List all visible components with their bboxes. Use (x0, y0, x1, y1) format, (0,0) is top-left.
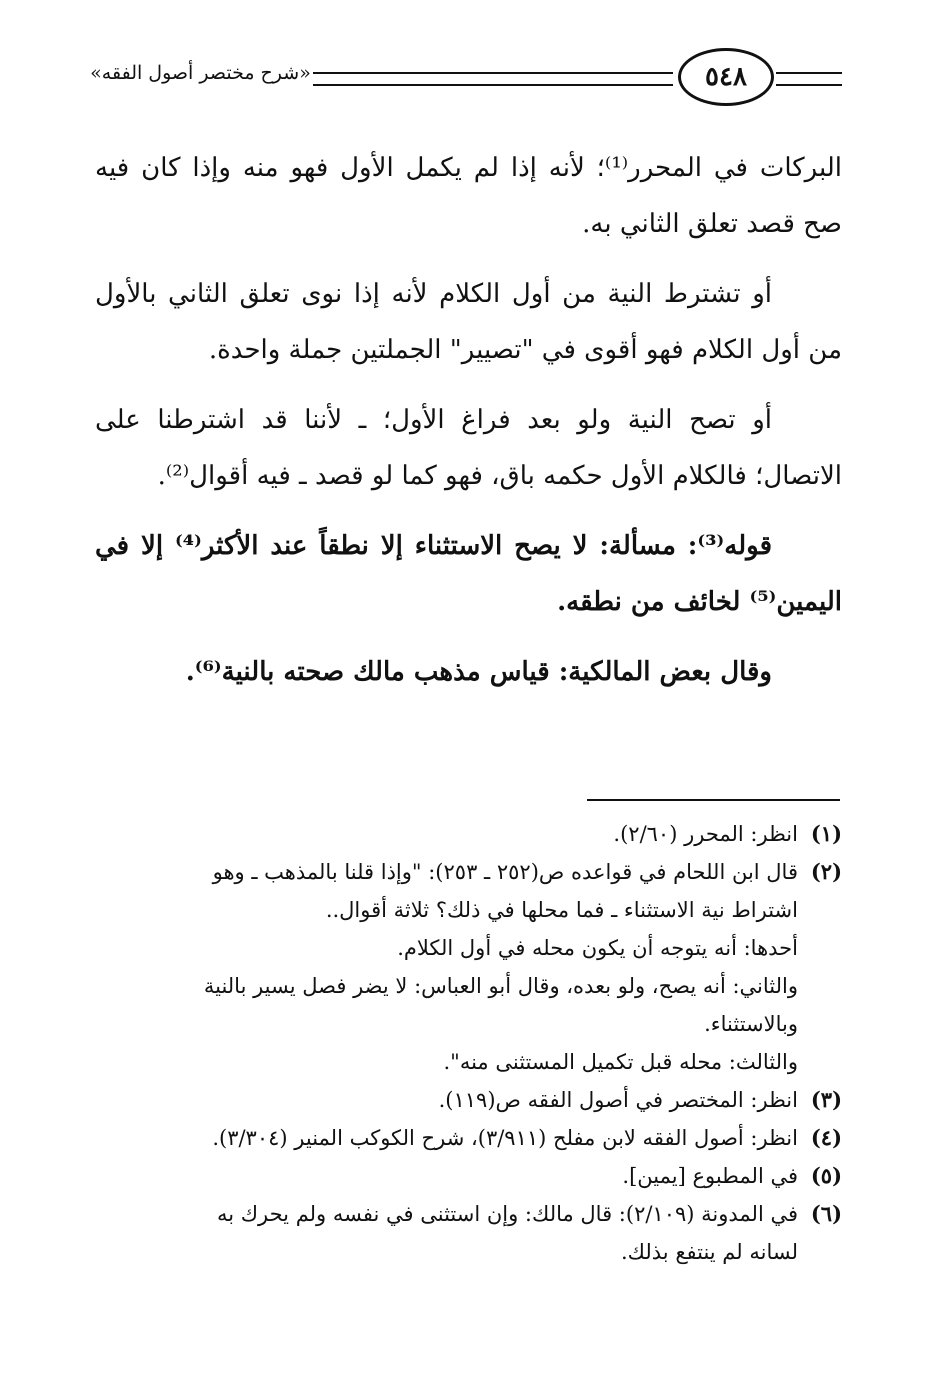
paragraph: البركات في المحرر⁽¹⁾؛ لأنه إذا لم يكمل الأول فهو منه وإذا كان فيه صح قصد تعلق الثاني به. (95, 153, 842, 239)
header-rule-left (313, 72, 673, 86)
paragraph-matn: وقال بعض المالكية: قياس مذهب مالك صحته بالنية⁽⁶⁾. (185, 657, 772, 687)
footnote (92, 853, 842, 1081)
footnote-line: والثالث: محله قبل تكميل المستثنى منه". (443, 1050, 798, 1074)
footnote-line: انظر: المحرر (٢/٦٠). (613, 822, 798, 846)
footnote (92, 1081, 842, 1119)
footnote-number: (٤) (810, 1125, 842, 1150)
page-number: ٥٤٨ (678, 48, 774, 106)
footnote-line: لسانه لم ينتفع بذلك. (621, 1240, 798, 1264)
footnote (92, 815, 842, 853)
paragraph-matn: قوله⁽³⁾: مسألة: لا يصح الاستثناء إلا نطقاً عند الأكثر⁽⁴⁾ إلا في اليمين⁽⁵⁾ لخائف من نطقه. (95, 531, 842, 617)
paragraph: أو تشترط النية من أول الكلام لأنه إذا نوى تعلق الثاني بالأول من أول الكلام فهو أقوى في "تصيير" الجملتين جملة واحدة. (95, 279, 842, 365)
paragraph: أو تصح النية ولو بعد فراغ الأول؛ ـ لأننا قد اشترطنا على الاتصال؛ فالكلام الأول حكمه باق، فهو كما لو قصد ـ فيه أقوال⁽²⁾. (95, 405, 842, 491)
footnote-line: وبالاستثناء. (704, 1012, 798, 1036)
footnote (92, 1195, 842, 1271)
footnote-number: (٥) (810, 1163, 842, 1188)
footnote-line: انظر: المختصر في أصول الفقه ص(١١٩). (438, 1088, 798, 1112)
footnote-number: (٦) (810, 1201, 842, 1226)
footnote-number: (٣) (810, 1087, 842, 1112)
page-header (88, 42, 842, 112)
footnote-line: انظر: أصول الفقه لابن مفلح (٣/٩١١)، شرح الكوكب المنير (٣/٣٠٤). (212, 1126, 798, 1150)
footnote-line: في المدونة (٢/١٠٩): قال مالك: وإن استثنى في نفسه ولم يحرك به (216, 1202, 798, 1226)
footnote-number: (٢) (810, 859, 842, 884)
footnote (92, 1119, 842, 1157)
footnote (92, 1157, 842, 1195)
footnote-line: أحدها: أنه يتوجه أن يكون محله في أول الكلام. (397, 936, 798, 960)
footnotes (92, 815, 842, 1271)
header-rule-right (776, 72, 842, 86)
running-title: «شرح مختصر أصول الفقه» (90, 62, 311, 84)
footnote-line: في المطبوع [يمين]. (622, 1164, 798, 1188)
footnote-line: والثاني: أنه يصح، ولو بعده، وقال أبو العباس: لا يضر فصل يسير بالنية (203, 974, 798, 998)
main-text (95, 140, 842, 714)
footnote-separator (587, 799, 840, 801)
footnote-line: اشتراط نية الاستثناء ـ فما محلها في ذلك؟ ثلاثة أقوال.. (325, 898, 798, 922)
footnote-line: قال ابن اللحام في قواعده ص(٢٥٢ ـ ٢٥٣): "وإذا قلنا بالمذهب ـ وهو (212, 860, 798, 884)
footnote-number: (١) (810, 821, 842, 846)
